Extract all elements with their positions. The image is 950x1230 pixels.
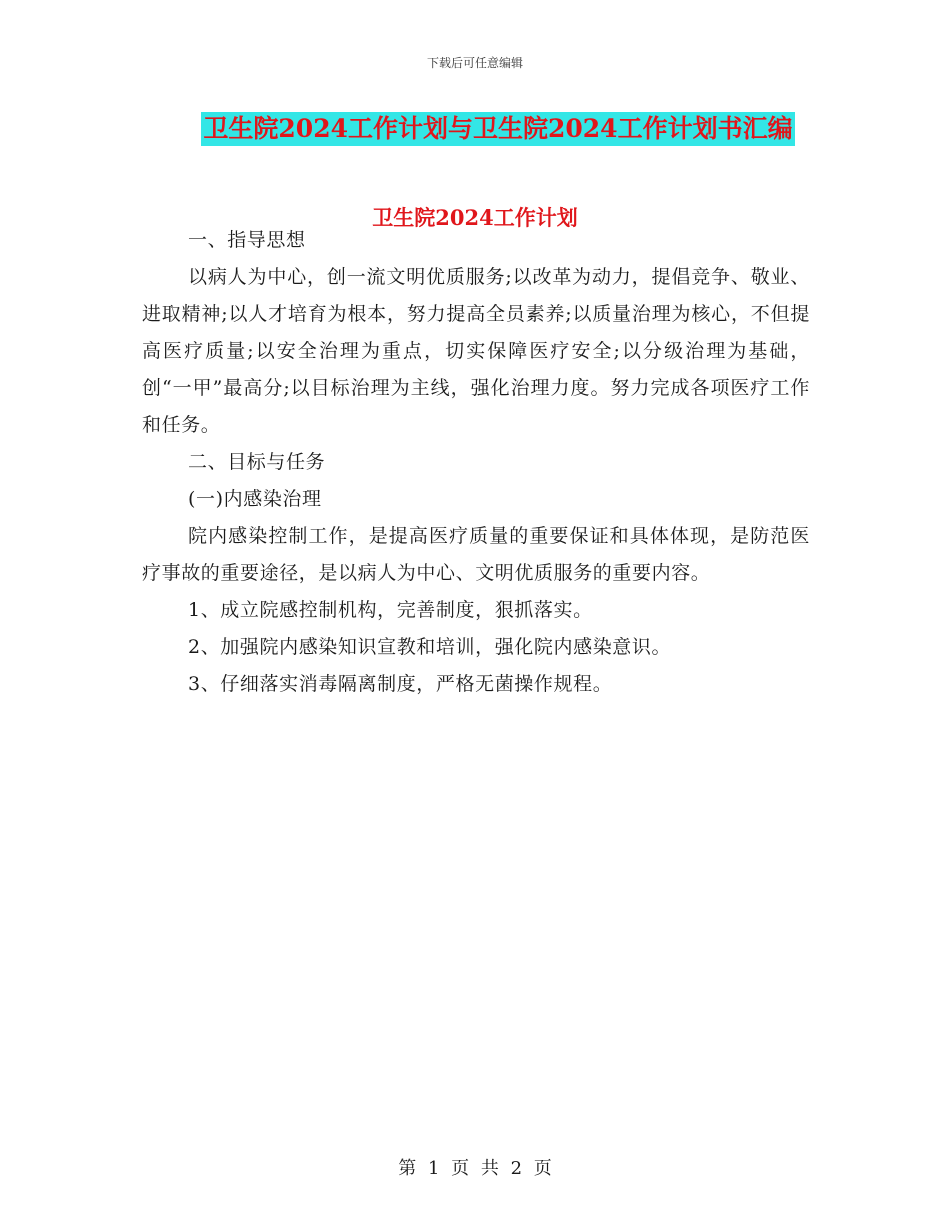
document-title-container [0,112,950,146]
document-title: 卫生院2024工作计划与卫生院2024工作计划书汇编 [201,112,794,146]
list-item: 2、加强院内感染知识宣教和培训，强化院内感染意识。 [188,636,672,658]
subheading-infection-control: (一)内感染治理 [188,488,322,510]
list-item: 1、成立院感控制机构，完善制度，狠抓落实。 [188,599,593,621]
list-item: 3、仔细落实消毒隔离制度，严格无菌操作规程。 [188,673,613,695]
paragraph-infection-control: 院内感染控制工作，是提高医疗质量的重要保证和具体体现，是防范医疗事故的重要途径，是以病人为中心、文明优质服务的重要内容。 [142,525,810,584]
heading-goals-tasks: 二、目标与任务 [188,451,326,473]
header-note: 下载后可任意编辑 [426,56,523,70]
heading-guiding-ideology: 一、指导思想 [188,229,306,251]
paragraph-guiding-ideology: 以病人为中心，创一流文明优质服务;以改革为动力，提倡竞争、敬业、进取精神;以人才培育为根本，努力提高全员素养;以质量治理为核心，不但提高医疗质量;以安全治理为重点，切实保障医疗安全;以分级治理为基础，创“一甲”最高分;以目标治理为主线，强化治理力度。努力完成各项医疗工作和任务。 [142,266,810,436]
page-indicator: 第 1 页 共 2 页 [398,1158,552,1179]
section-title: 卫生院2024工作计划 [372,205,578,230]
document-body [142,222,810,703]
